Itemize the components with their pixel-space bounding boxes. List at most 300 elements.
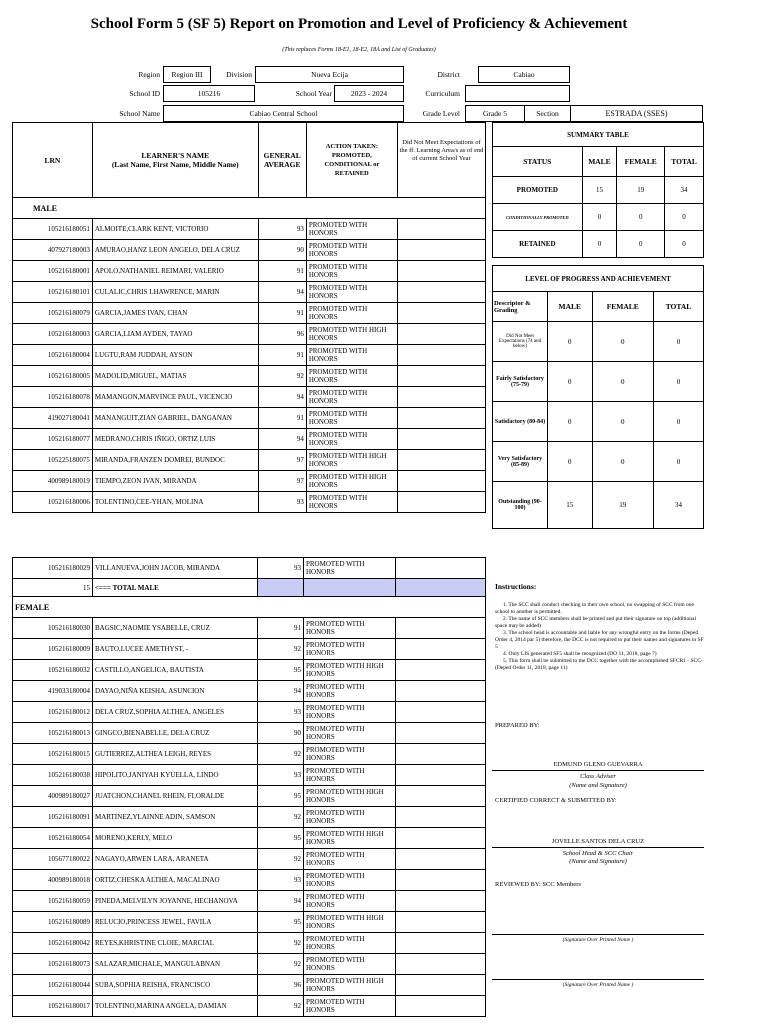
learner-lrn: 105216180030: [13, 618, 93, 639]
learner-name: MIRANDA,FRANZEN DOMREI, BUNDOC: [92, 450, 258, 471]
certified-label: CERTIFIED CORRECT & SUBMITTED BY:: [495, 797, 617, 804]
learner-action: PROMOTED WITH HONORS: [304, 891, 396, 912]
learner-lrn: 105216180101: [13, 282, 93, 303]
learner-lrn: 105216180042: [13, 933, 93, 954]
head-name: JOVELLE SANTOS DELA CRUZ: [551, 838, 645, 845]
learner-lrn: 105216180003: [13, 324, 93, 345]
learner-average: 92: [258, 849, 304, 870]
learner-lrn: 105216180004: [13, 345, 93, 366]
learner-lrn: 105216180015: [13, 744, 93, 765]
learner-name: PINEDA,MELVILYN JOYANNE, HECHANOVA: [93, 891, 258, 912]
learner-lrn: 105216180032: [13, 660, 93, 681]
learner-average: 93: [258, 702, 304, 723]
progress-desc: Fairly Satisfactory (75-79): [493, 362, 548, 402]
head-signature-line: [492, 847, 704, 848]
learner-name: VILLANUEVA,JOHN JACOB, MIRANDA: [93, 558, 258, 579]
learner-name: NAGAYO,ARWEN LARA, ARANETA: [93, 849, 258, 870]
grade-level-value: Grade 5: [465, 105, 525, 122]
progress-table: [492, 265, 704, 529]
prepared-by-label: PREPARED BY:: [495, 722, 540, 729]
member-signature-line-1: [492, 934, 704, 935]
learner-name: ALMOITE,CLARK KENT, VICTORIO: [92, 219, 258, 240]
learner-did-not-meet: [397, 429, 485, 450]
instruction-item: 3. The school head is accountable and liable for any wrongful entry on the forms (Deped Order 4, 2014 par 5) therefore, the DCC is not required to put their names and signatures in SF 5: [495, 630, 704, 650]
learner-row: [13, 786, 486, 807]
progress-male: 0: [548, 402, 593, 442]
learner-name: TOLENTINO,MARINA ANGELA, DAMIAN: [93, 996, 258, 1017]
district-value: Cabiao: [478, 66, 570, 83]
learner-did-not-meet: [396, 702, 486, 723]
learner-average: 91: [258, 408, 306, 429]
learner-lrn: 105216180051: [13, 219, 93, 240]
learner-did-not-meet: [396, 660, 486, 681]
learner-did-not-meet: [397, 492, 485, 513]
instruction-item: 5. This form shall be submitted to the DCC together with the accomplished SFCR1 - SCC- (Deped Order 11, 2018, page 11): [495, 658, 703, 671]
learner-lrn: 105216180012: [13, 702, 93, 723]
division-label: Division: [226, 70, 252, 79]
learner-lrn: 105216180005: [13, 366, 93, 387]
progress-female: 0: [592, 442, 653, 482]
progress-total: 0: [653, 402, 703, 442]
learner-did-not-meet: [396, 849, 486, 870]
progress-total: 34: [653, 482, 703, 529]
learner-average: 92: [258, 996, 304, 1017]
learner-action: PROMOTED WITH HONORS: [304, 681, 396, 702]
learner-lrn: 407927180003: [13, 240, 93, 261]
learner-did-not-meet: [396, 996, 486, 1017]
learner-action: PROMOTED WITH HIGH HONORS: [304, 786, 396, 807]
progress-desc: Very Satisfactory (85-89): [493, 442, 548, 482]
progress-header: FEMALE: [592, 292, 653, 322]
learner-name: TIEMPO,ZEON IVAN, MIRANDA: [92, 471, 258, 492]
learner-name: CULALIC,CHRIS LHAWRENCE, MARIN: [92, 282, 258, 303]
learner-average: 91: [258, 345, 306, 366]
form-subtitle: (This replaces Forms 18-E1, 18-E2, 18A and List of Graduates): [282, 47, 436, 53]
member-signature-note-2: (Signature Over Printed Name ): [562, 982, 634, 988]
learner-name: REYES,KHRISTINE CLOIE, MARCIAL: [93, 933, 258, 954]
learner-action: PROMOTED WITH HONORS: [306, 240, 397, 261]
learner-row: [13, 408, 486, 429]
member-signature-line-2: [492, 979, 704, 980]
learner-average: 95: [258, 660, 304, 681]
school-name-label: School Name: [119, 109, 160, 118]
district-label: District: [437, 70, 460, 79]
learner-row: [13, 303, 486, 324]
learner-average: 93: [258, 765, 304, 786]
progress-header: MALE: [548, 292, 593, 322]
female-section-label: FEMALE: [13, 597, 486, 618]
learner-row: [13, 429, 486, 450]
learner-did-not-meet: [396, 891, 486, 912]
learner-action: PROMOTED WITH HONORS: [306, 219, 397, 240]
learner-row: [13, 996, 486, 1017]
learner-row: [13, 849, 486, 870]
progress-female: 0: [592, 362, 653, 402]
head-note: (Name and Signature): [569, 858, 627, 865]
region-label: Region: [138, 70, 160, 79]
learner-average: 90: [258, 240, 306, 261]
learners-table-page2: [12, 557, 486, 1017]
learner-did-not-meet: [397, 408, 485, 429]
learner-lrn: 105216180078: [13, 387, 93, 408]
col-name-line1: LEARNER'S NAME: [141, 151, 210, 160]
summary-table: [492, 122, 704, 258]
learner-average: 93: [258, 558, 304, 579]
learner-average: 96: [258, 975, 304, 996]
learner-average: 95: [258, 786, 304, 807]
learner-did-not-meet: [396, 807, 486, 828]
learner-did-not-meet: [396, 765, 486, 786]
learner-did-not-meet: [397, 366, 485, 387]
learner-action: PROMOTED WITH HIGH HONORS: [304, 828, 396, 849]
learner-did-not-meet: [397, 387, 485, 408]
learner-name: RELUCIO,PRINCESS JEWEL, FAVILA: [93, 912, 258, 933]
learner-did-not-meet: [397, 261, 485, 282]
learner-did-not-meet: [396, 558, 486, 579]
progress-total: 0: [653, 362, 703, 402]
learner-name: GUTIERREZ,ALTHEA LEIGH, REYES: [93, 744, 258, 765]
school-id-value: 105216: [163, 85, 255, 102]
learner-action: PROMOTED WITH HONORS: [304, 765, 396, 786]
col-did-not-meet: Did Not Meet Expectations of the ff. Learning Area/s as of end of current School Year: [397, 123, 485, 198]
learner-average: 95: [258, 912, 304, 933]
learner-average: 94: [258, 429, 306, 450]
learner-did-not-meet: [397, 282, 485, 303]
progress-male: 15: [548, 482, 593, 529]
learner-row: [13, 723, 486, 744]
progress-header: Descriptor & Grading: [493, 292, 548, 322]
learner-did-not-meet: [397, 219, 485, 240]
learner-row: [13, 702, 486, 723]
learner-lrn: 105225180075: [13, 450, 93, 471]
summary-male: 0: [582, 204, 617, 231]
learner-row: [13, 828, 486, 849]
learner-name: APOLO,NATHANIEL REIMARI, VALERIO: [92, 261, 258, 282]
summary-male: 0: [582, 231, 617, 258]
learner-row: [13, 324, 486, 345]
learner-action: PROMOTED WITH HONORS: [306, 408, 397, 429]
progress-female: 0: [592, 322, 653, 362]
learner-action: PROMOTED WITH HONORS: [306, 345, 397, 366]
learner-did-not-meet: [397, 303, 485, 324]
learner-average: 92: [258, 933, 304, 954]
learner-name: MORENO,KERLY, MELO: [93, 828, 258, 849]
learner-row: [13, 744, 486, 765]
adviser-note: (Name and Signature): [569, 782, 627, 789]
learner-row: [13, 471, 486, 492]
learner-lrn: 105216180077: [13, 429, 93, 450]
learner-row: [13, 681, 486, 702]
learner-did-not-meet: [397, 345, 485, 366]
instruction-item: 4. Only LIS generated SF5 shall be recognized (DO 11, 2018, page 7): [503, 651, 657, 657]
learner-name: SALAZAR,MICHALE, MANGULABNAN: [93, 954, 258, 975]
col-average: GENERAL AVERAGE: [258, 123, 306, 198]
learner-action: PROMOTED WITH HONORS: [304, 558, 396, 579]
learner-lrn: 419033180004: [13, 681, 93, 702]
progress-row: [493, 442, 704, 482]
learner-did-not-meet: [397, 240, 485, 261]
learner-did-not-meet: [396, 828, 486, 849]
progress-male: 0: [548, 322, 593, 362]
learner-lrn: 105216180089: [13, 912, 93, 933]
learner-did-not-meet: [396, 975, 486, 996]
adviser-name: EDMUND GLENO GUEVARRA: [553, 761, 643, 768]
col-action: ACTION TAKEN: PROMOTED, CONDITIONAL or RETAINED: [306, 123, 397, 198]
learner-average: 92: [258, 366, 306, 387]
grade-level-label: Grade Level: [422, 109, 460, 118]
summary-row: [493, 177, 704, 204]
learner-row: [13, 387, 486, 408]
total-male-dnm: [396, 579, 486, 597]
col-name: [92, 123, 258, 198]
learner-average: 97: [258, 471, 306, 492]
learner-action: PROMOTED WITH HONORS: [306, 261, 397, 282]
learner-action: PROMOTED WITH HONORS: [304, 996, 396, 1017]
summary-male: 15: [582, 177, 617, 204]
summary-header: MALE: [582, 147, 617, 177]
learner-did-not-meet: [397, 324, 485, 345]
learner-row: [13, 492, 486, 513]
learner-did-not-meet: [396, 744, 486, 765]
progress-female: 0: [592, 402, 653, 442]
learner-did-not-meet: [396, 954, 486, 975]
learner-row: [13, 765, 486, 786]
learner-average: 95: [258, 828, 304, 849]
progress-title: LEVEL OF PROGRESS AND ACHIEVEMENT: [493, 266, 704, 292]
learner-lrn: 105216180059: [13, 891, 93, 912]
learner-lrn: 419027180041: [13, 408, 93, 429]
section-label: Section: [525, 105, 570, 122]
total-male-row: [13, 579, 486, 597]
learner-name: SUBA,SOPHIA REISHA, FRANCISCO: [93, 975, 258, 996]
learner-row: [13, 345, 486, 366]
learner-lrn: 105216180029: [13, 558, 93, 579]
form-title: School Form 5 (SF 5) Report on Promotion and Level of Proficiency & Achievement: [90, 16, 628, 32]
summary-row: [493, 231, 704, 258]
learner-action: PROMOTED WITH HONORS: [304, 723, 396, 744]
learner-row: [13, 933, 486, 954]
learner-did-not-meet: [396, 912, 486, 933]
male-section-label: MALE: [13, 198, 486, 219]
progress-row: [493, 482, 704, 529]
learner-action: PROMOTED WITH HONORS: [306, 282, 397, 303]
learner-action: PROMOTED WITH HONORS: [304, 954, 396, 975]
learner-action: PROMOTED WITH HIGH HONORS: [306, 450, 397, 471]
learner-lrn: 400989180027: [13, 786, 93, 807]
learner-average: 94: [258, 681, 304, 702]
learner-average: 91: [258, 618, 304, 639]
learner-did-not-meet: [396, 681, 486, 702]
learner-did-not-meet: [397, 450, 485, 471]
learner-name: LUGTU,RAM JUDDAH, AYSON: [92, 345, 258, 366]
learner-lrn: 400989180019: [13, 471, 93, 492]
learner-action: PROMOTED WITH HONORS: [304, 933, 396, 954]
learner-name: ORTIZ,CHESKA ALTHEA, MACALINAO: [93, 870, 258, 891]
progress-desc: Did Not Meet Expectations (74 and below): [493, 322, 548, 362]
learner-row: [13, 261, 486, 282]
learner-name: TOLENTINO,CEE-YHAN, MOLINA: [92, 492, 258, 513]
learner-lrn: 105216180006: [13, 492, 93, 513]
instructions-list: [495, 602, 705, 672]
learner-average: 92: [258, 744, 304, 765]
learner-lrn: 105216180001: [13, 261, 93, 282]
reviewed-label: REVIEWED BY: SCC Members: [495, 881, 581, 888]
learner-action: PROMOTED WITH HONORS: [304, 702, 396, 723]
learner-average: 94: [258, 891, 304, 912]
learner-row: [13, 954, 486, 975]
learner-row: [13, 450, 486, 471]
summary-header: TOTAL: [665, 147, 704, 177]
curriculum-label: Curriculum: [425, 89, 460, 98]
summary-row: [493, 204, 704, 231]
learner-action: PROMOTED WITH HONORS: [304, 849, 396, 870]
learner-did-not-meet: [397, 471, 485, 492]
learner-row: [13, 891, 486, 912]
learner-average: 93: [258, 492, 306, 513]
adviser-role: Class Adviser: [580, 773, 616, 780]
col-name-line2: (Last Name, First Name, Middle Name): [111, 160, 239, 169]
learner-did-not-meet: [396, 723, 486, 744]
learner-name: MANANGUIT,ZIAN GABRIEL, DANGANAN: [92, 408, 258, 429]
learner-name: MARTINEZ,YLAINNE ADIN, SAMSON: [93, 807, 258, 828]
learner-average: 92: [258, 954, 304, 975]
learner-action: PROMOTED WITH HONORS: [306, 429, 397, 450]
progress-desc: Satisfactory (80-84): [493, 402, 548, 442]
learner-name: DAYAO,NIÑA KEISHA, ASUNCION: [93, 681, 258, 702]
learner-action: PROMOTED WITH HONORS: [304, 870, 396, 891]
school-year-value: 2023 - 2024: [334, 85, 404, 102]
learner-average: 93: [258, 870, 304, 891]
learner-name: MADOLID,MIGUEL, MATIAS: [92, 366, 258, 387]
progress-male: 0: [548, 442, 593, 482]
member-signature-note-1: (Signature Over Printed Name ): [562, 937, 634, 943]
learner-name: MEDRANO,CHRIS IÑIGO, ORTIZ LUIS: [92, 429, 258, 450]
learner-lrn: 105216180054: [13, 828, 93, 849]
learner-row: [13, 639, 486, 660]
learner-average: 94: [258, 282, 306, 303]
summary-female: 19: [617, 177, 665, 204]
division-value: Nueva Ecija: [255, 66, 404, 83]
summary-status: CONDITIONALLY PROMOTED: [493, 204, 583, 231]
progress-female: 19: [592, 482, 653, 529]
instructions-title: Instructions:: [495, 582, 537, 591]
learner-lrn: 105216180038: [13, 765, 93, 786]
learner-lrn: 105216180044: [13, 975, 93, 996]
learners-table-page1: [12, 122, 486, 513]
summary-title: SUMMARY TABLE: [493, 123, 704, 147]
region-value: Region III: [163, 66, 211, 83]
col-lrn: LRN: [13, 123, 93, 198]
summary-header: FEMALE: [617, 147, 665, 177]
summary-total: 34: [665, 177, 704, 204]
summary-female: 0: [617, 231, 665, 258]
learner-average: 92: [258, 807, 304, 828]
learner-lrn: 105677180022: [13, 849, 93, 870]
summary-total: 0: [665, 231, 704, 258]
learner-row: [13, 366, 486, 387]
learner-name: BAGSIC,NAOMIE YSABELLE, CRUZ: [93, 618, 258, 639]
learner-name: DELA CRUZ,SOPHIA ALTHEA, ANGELES: [93, 702, 258, 723]
learner-action: PROMOTED WITH HONORS: [304, 807, 396, 828]
school-year-label: School Year: [295, 89, 332, 98]
learner-average: 92: [258, 639, 304, 660]
progress-male: 0: [548, 362, 593, 402]
progress-row: [493, 322, 704, 362]
head-role: School Head & SCC Chair: [562, 850, 634, 857]
progress-desc: Outstanding (90-100): [493, 482, 548, 529]
learner-name: AMURAO,HANZ LEON ANGELO, DELA CRUZ: [92, 240, 258, 261]
progress-total: 0: [653, 322, 703, 362]
learner-lrn: 105216180017: [13, 996, 93, 1017]
adviser-signature-line: [492, 770, 704, 771]
learner-row: [13, 618, 486, 639]
learner-action: PROMOTED WITH HONORS: [304, 618, 396, 639]
total-male-action: [304, 579, 396, 597]
progress-row: [493, 402, 704, 442]
learner-action: PROMOTED WITH HONORS: [304, 639, 396, 660]
learner-average: 90: [258, 723, 304, 744]
learner-lrn: 105216180073: [13, 954, 93, 975]
learner-action: PROMOTED WITH HONORS: [304, 744, 396, 765]
learner-row: [13, 219, 486, 240]
learner-lrn: 105216180091: [13, 807, 93, 828]
learner-action: PROMOTED WITH HIGH HONORS: [304, 912, 396, 933]
progress-header: TOTAL: [653, 292, 703, 322]
learner-name: CASTILLO,ANGELICA, BAUTISTA: [93, 660, 258, 681]
learner-did-not-meet: [396, 618, 486, 639]
learner-name: MAMANGON,MARVINCE PAUL, VICENCIO: [92, 387, 258, 408]
learner-average: 94: [258, 387, 306, 408]
learner-name: JUATCHON,CHANEL RHEIN, FLORALDE: [93, 786, 258, 807]
summary-status: RETAINED: [493, 231, 583, 258]
learner-row: [13, 807, 486, 828]
learner-action: PROMOTED WITH HIGH HONORS: [306, 471, 397, 492]
learner-name: GARCIA,JAMES IVAN, CHAN: [92, 303, 258, 324]
total-male-average: [258, 579, 304, 597]
summary-female: 0: [617, 204, 665, 231]
summary-status: PROMOTED: [493, 177, 583, 204]
learner-did-not-meet: [396, 870, 486, 891]
learner-did-not-meet: [396, 933, 486, 954]
learner-average: 93: [258, 219, 306, 240]
learner-lrn: 400989180018: [13, 870, 93, 891]
school-name-value: Cabiao Central School: [163, 105, 404, 122]
learner-lrn: 105216180013: [13, 723, 93, 744]
progress-total: 0: [653, 442, 703, 482]
learner-row: [13, 975, 486, 996]
learner-row: [13, 240, 486, 261]
learner-row: [13, 912, 486, 933]
learner-name: HIPOLITO,JANIYAH KYUELLA, LINDO: [93, 765, 258, 786]
learner-action: PROMOTED WITH HONORS: [306, 303, 397, 324]
learner-average: 91: [258, 261, 306, 282]
learner-name: GINGCO,BIENABELLE, DELA CRUZ: [93, 723, 258, 744]
section-value: ESTRADA (SSES): [570, 105, 703, 122]
learner-lrn: 105216180079: [13, 303, 93, 324]
learner-name: GARCIA,LIAM AYDEN, TAYAO: [92, 324, 258, 345]
progress-row: [493, 362, 704, 402]
learner-lrn: 105216180009: [13, 639, 93, 660]
learner-row: [13, 558, 486, 579]
learner-action: PROMOTED WITH HONORS: [306, 387, 397, 408]
learner-average: 91: [258, 303, 306, 324]
summary-header: STATUS: [493, 147, 583, 177]
learner-did-not-meet: [396, 786, 486, 807]
learner-average: 96: [258, 324, 306, 345]
total-male-label: <=== TOTAL MALE: [93, 579, 258, 597]
instruction-item: 1. The SCC shall conduct checking in their own school, no swapping of SCC from one school to another is permitted.: [495, 602, 695, 615]
summary-total: 0: [665, 204, 704, 231]
